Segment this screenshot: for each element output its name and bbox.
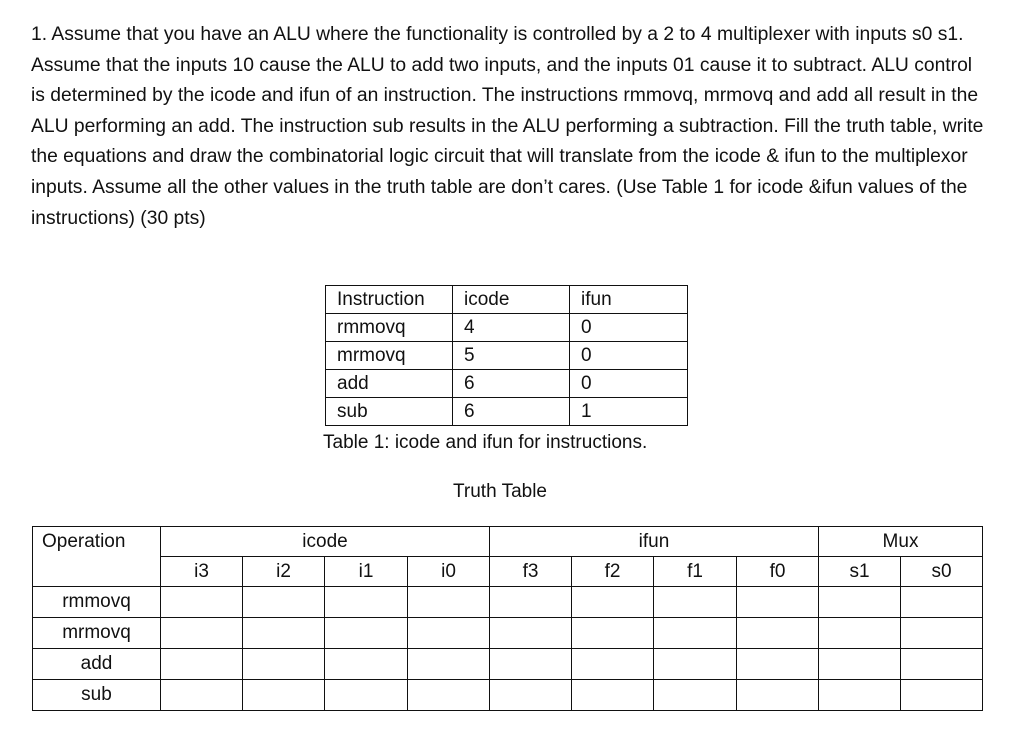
blank-cell[interactable] <box>243 587 325 618</box>
blank-cell[interactable] <box>901 680 983 711</box>
blank-cell[interactable] <box>325 649 408 680</box>
table1-cell-instruction: sub <box>326 398 453 426</box>
table1-header-row <box>326 286 688 314</box>
blank-cell[interactable] <box>490 587 572 618</box>
table1-cell-ifun: 1 <box>570 398 688 426</box>
table1-header-instruction: Instruction <box>326 286 453 314</box>
bit-header-i0: i0 <box>408 557 490 587</box>
blank-cell[interactable] <box>819 649 901 680</box>
truth-table-title: Truth Table <box>453 481 547 502</box>
blank-cell[interactable] <box>243 680 325 711</box>
blank-cell[interactable] <box>408 649 490 680</box>
operation-label: mrmovq <box>33 618 161 649</box>
truth-table-row <box>33 587 983 618</box>
bit-header-i3: i3 <box>161 557 243 587</box>
blank-cell[interactable] <box>737 587 819 618</box>
blank-cell[interactable] <box>161 680 243 711</box>
bit-header-i2: i2 <box>243 557 325 587</box>
bit-header-f2: f2 <box>572 557 654 587</box>
operation-label: sub <box>33 680 161 711</box>
table1-cell-instruction: rmmovq <box>326 314 453 342</box>
blank-cell[interactable] <box>901 587 983 618</box>
operation-label: rmmovq <box>33 587 161 618</box>
table1-header-ifun: ifun <box>570 286 688 314</box>
blank-cell[interactable] <box>572 680 654 711</box>
blank-cell[interactable] <box>654 618 737 649</box>
table1-header-icode: icode <box>453 286 570 314</box>
table1-row <box>326 342 688 370</box>
blank-cell[interactable] <box>654 680 737 711</box>
table1-row <box>326 370 688 398</box>
truth-table <box>32 526 983 711</box>
ifun-group-header: ifun <box>490 527 819 557</box>
mux-group-header: Mux <box>819 527 983 557</box>
instruction-code-table <box>325 285 688 426</box>
icode-group-header: icode <box>161 527 490 557</box>
blank-cell[interactable] <box>737 618 819 649</box>
blank-cell[interactable] <box>901 649 983 680</box>
blank-cell[interactable] <box>654 649 737 680</box>
blank-cell[interactable] <box>325 618 408 649</box>
table1-cell-icode: 5 <box>453 342 570 370</box>
blank-cell[interactable] <box>161 618 243 649</box>
truth-table-row <box>33 618 983 649</box>
bit-header-i1: i1 <box>325 557 408 587</box>
blank-cell[interactable] <box>572 618 654 649</box>
table1-caption: Table 1: icode and ifun for instructions. <box>323 432 648 453</box>
table1-cell-icode: 6 <box>453 370 570 398</box>
bit-header-f1: f1 <box>654 557 737 587</box>
blank-cell[interactable] <box>819 618 901 649</box>
blank-cell[interactable] <box>325 587 408 618</box>
blank-cell[interactable] <box>161 587 243 618</box>
truth-table-row <box>33 649 983 680</box>
operation-header: Operation <box>33 527 161 587</box>
blank-cell[interactable] <box>901 618 983 649</box>
table1-cell-icode: 6 <box>453 398 570 426</box>
table1-cell-icode: 4 <box>453 314 570 342</box>
blank-cell[interactable] <box>572 587 654 618</box>
table1-row <box>326 314 688 342</box>
blank-cell[interactable] <box>408 680 490 711</box>
blank-cell[interactable] <box>737 680 819 711</box>
blank-cell[interactable] <box>572 649 654 680</box>
table1-cell-ifun: 0 <box>570 370 688 398</box>
table1-row <box>326 398 688 426</box>
blank-cell[interactable] <box>408 587 490 618</box>
blank-cell[interactable] <box>490 618 572 649</box>
bit-header-s0: s0 <box>901 557 983 587</box>
truth-table-bit-header-row <box>33 557 983 587</box>
table1-cell-instruction: mrmovq <box>326 342 453 370</box>
bit-header-s1: s1 <box>819 557 901 587</box>
table1-cell-ifun: 0 <box>570 314 688 342</box>
bit-header-f0: f0 <box>737 557 819 587</box>
blank-cell[interactable] <box>819 587 901 618</box>
blank-cell[interactable] <box>819 680 901 711</box>
blank-cell[interactable] <box>490 680 572 711</box>
blank-cell[interactable] <box>654 587 737 618</box>
question-text: 1. Assume that you have an ALU where the functionality is controlled by a 2 to 4 multiplexer with inputs s0 s1. Assume that the inputs 10 cause the ALU to add two inputs, and the inputs 01 cause it to subtract. ALU control is determined by the icode and ifun of an instruction. The instructions rmmovq, mrmovq and add all result in the ALU performing an add. The instruction sub results in the ALU performing a subtraction. Fill the truth table, write the equations and draw the combinatorial logic circuit that will translate from the icode & ifun to the multiplexor inputs. Assume all the other values in the truth table are don’t cares. (Use Table 1 for icode &ifun values of the instructions) (30 pts) <box>31 24 984 229</box>
blank-cell[interactable] <box>243 649 325 680</box>
blank-cell[interactable] <box>408 618 490 649</box>
blank-cell[interactable] <box>737 649 819 680</box>
bit-header-f3: f3 <box>490 557 572 587</box>
blank-cell[interactable] <box>243 618 325 649</box>
table1-cell-instruction: add <box>326 370 453 398</box>
truth-table-row <box>33 680 983 711</box>
truth-table-group-header-row <box>33 527 983 557</box>
blank-cell[interactable] <box>161 649 243 680</box>
blank-cell[interactable] <box>490 649 572 680</box>
operation-label: add <box>33 649 161 680</box>
blank-cell[interactable] <box>325 680 408 711</box>
table1-cell-ifun: 0 <box>570 342 688 370</box>
